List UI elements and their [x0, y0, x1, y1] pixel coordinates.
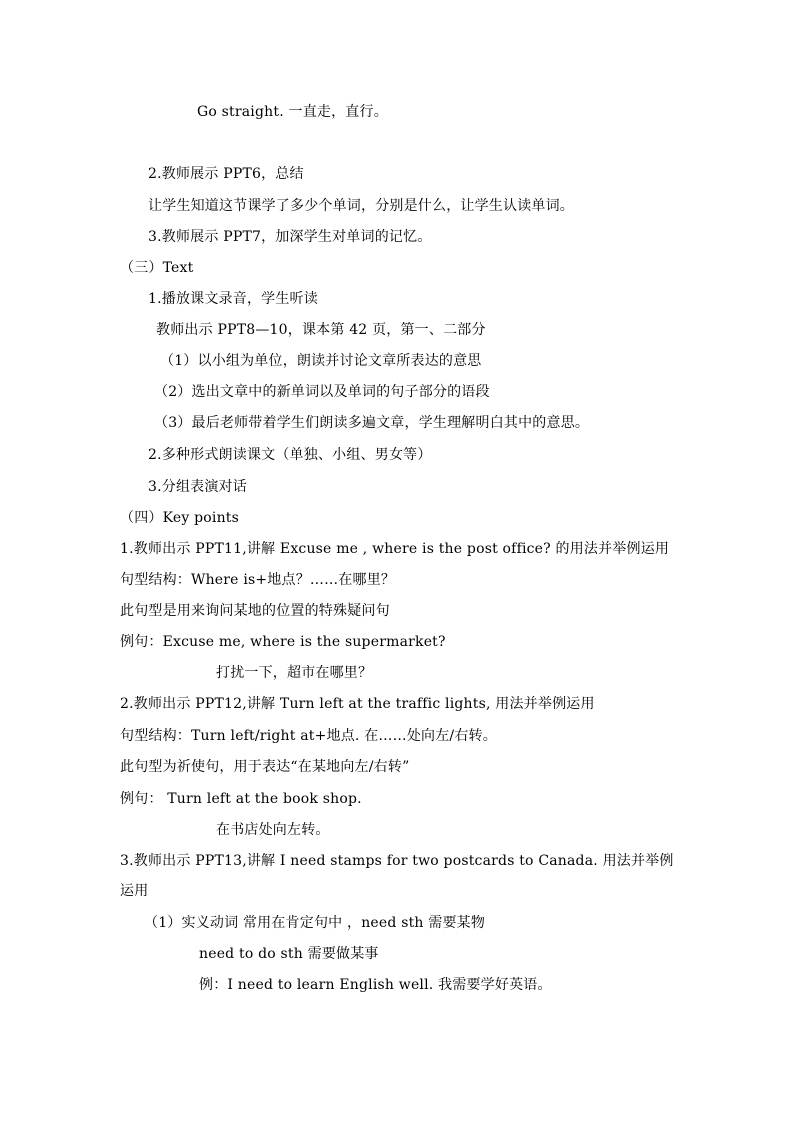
text-step-3: 3.分组表演对话: [148, 479, 247, 495]
key-point-1-structure: 句型结构：Where is+地点？……在哪里？: [120, 572, 396, 588]
text-step-1: 1.播放课文录音，学生听读: [148, 291, 318, 307]
section-heading-key-points: （四）Key points: [120, 510, 240, 526]
text-substep-1: （1）以小组为单位，朗读并讨论文章所表达的意思: [160, 353, 482, 369]
key-point-3: 3.教师出示 PPT13,讲解 I need stamps for two postcards to Canada. 用法并举例: [120, 853, 674, 869]
key-point-3-substep-1: （1）实义动词 常用在肯定句中 ，need sth 需要某物: [144, 915, 486, 931]
key-point-2-example: 例句： Turn left at the book shop.: [120, 791, 362, 807]
text-step-1-detail: 教师出示 PPT8—10，课本第 42 页，第一、二部分: [156, 322, 486, 338]
key-point-1: 1.教师出示 PPT11,讲解 Excuse me , where is the post office? 的用法并举例运用: [120, 541, 670, 557]
text-substep-2: （2）选出文章中的新单词以及单词的句子部分的语段: [154, 384, 490, 400]
key-point-2-structure: 句型结构：Turn left/right at+地点. 在……处向左/右转。: [120, 728, 497, 744]
key-point-2-explanation: 此句型为祈使句，用于表达“在某地向左/右转”: [120, 759, 410, 775]
key-point-1-explanation: 此句型是用来询问某地的位置的特殊疑问句: [120, 603, 390, 619]
key-point-2-example-translation: 在书店处向左转。: [216, 822, 330, 838]
key-point-3-example: 例：I need to learn English well. 我需要学好英语。: [199, 977, 552, 993]
vocab-go-straight: Go straight. 一直走，直行。: [197, 104, 388, 120]
section-heading-text: （三）Text: [120, 260, 194, 276]
key-point-2: 2.教师出示 PPT12,讲解 Turn left at the traffic lights, 用法并举例运用: [120, 696, 595, 712]
key-point-1-example: 例句：Excuse me, where is the supermarket?: [120, 634, 446, 650]
step-3-ppt7: 3.教师展示 PPT7，加深学生对单词的记忆。: [148, 229, 432, 245]
step-2-ppt6-summary: 2.教师展示 PPT6，总结: [148, 166, 304, 182]
step-2-description: 让学生知道这节课学了多少个单词，分别是什么，让学生认读单词。: [148, 198, 574, 214]
key-point-1-example-translation: 打扰一下，超市在哪里？: [216, 665, 373, 681]
text-substep-3: （3）最后老师带着学生们朗读多遍文章，学生理解明白其中的意思。: [154, 415, 590, 431]
key-point-3-continued: 运用: [120, 883, 149, 899]
text-step-2: 2.多种形式朗读课文（单独、小组、男女等）: [148, 447, 432, 463]
key-point-3-need-to-do: need to do sth 需要做某事: [199, 946, 379, 962]
